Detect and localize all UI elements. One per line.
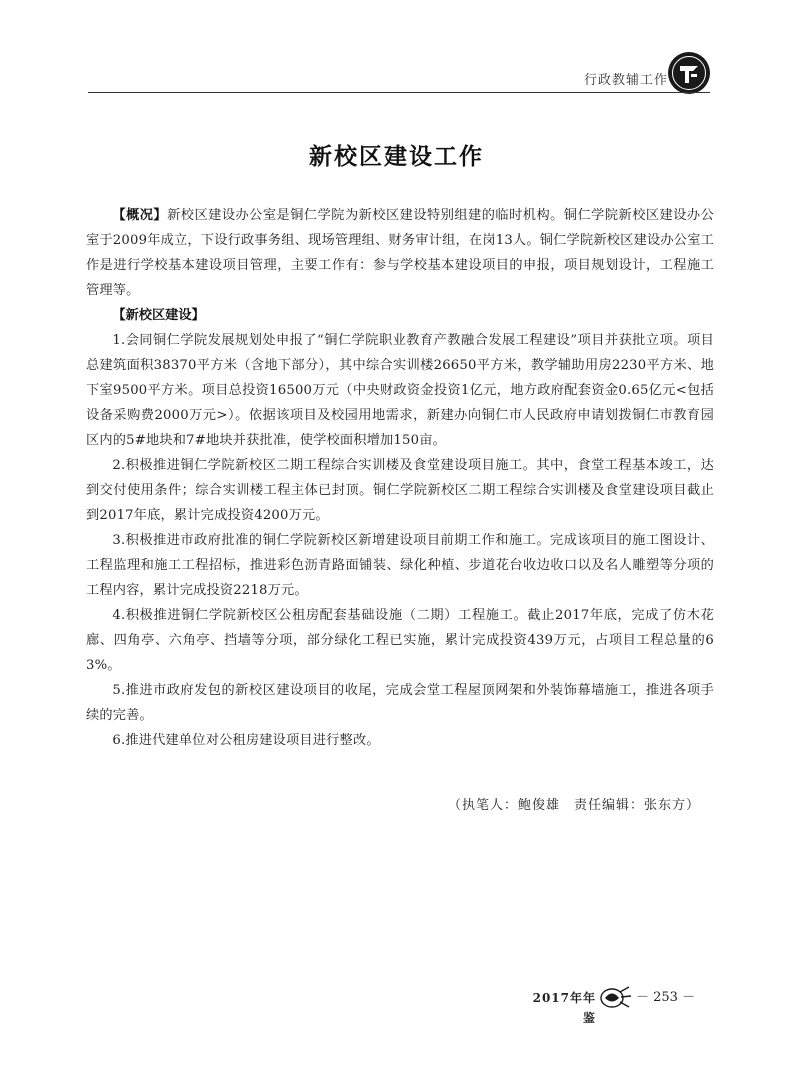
overview-text: 新校区建设办公室是铜仁学院为新校区建设特别组建的临时机构。铜仁学院新校区建设办公室于2009年成立，下设行政事务组、现场管理组、财务审计组，在岗13人。铜仁学院新校区建设办公室工作是进行学校基本建设项目管理，主要工作有：参与学校基本建设项目的申报，项目规划设计，工程施工管理等。 xyxy=(86,208,714,298)
author-byline: （执笔人：鲍俊雄 责任编辑：张东方） xyxy=(447,798,700,813)
header-divider xyxy=(88,92,710,93)
footer-yearbook-label: 2017年年鉴 xyxy=(532,991,596,1025)
university-seal-icon xyxy=(666,50,712,96)
page-number: － 253 － xyxy=(636,990,696,1005)
page-title: 新校区建设工作 xyxy=(309,143,484,170)
yearbook-emblem-icon xyxy=(598,983,632,1011)
article-body xyxy=(86,203,714,753)
section-item-3: 3.积极推进市政府批准的铜仁学院新校区新增建设项目前期工作和施工。完成该项目的施工图设计、工程监理和施工工程招标，推进彩色沥青路面铺装、绿化种植、步道花台收边收口以及名人雕塑等分项的工程内容，累计完成投资2218万元。 xyxy=(86,533,714,598)
section-item-5: 5.推进市政府发包的新校区建设项目的收尾，完成会堂工程屋顶网架和外装饰幕墙施工，推进各项手续的完善。 xyxy=(86,683,714,723)
section-heading: 【新校区建设】 xyxy=(112,308,205,323)
overview-paragraph xyxy=(86,203,714,303)
section-item-2: 2.积极推进铜仁学院新校区二期工程综合实训楼及食堂建设项目施工。其中，食堂工程基本竣工，达到交付使用条件；综合实训楼工程主体已封顶。铜仁学院新校区二期工程综合实训楼及食堂建设项目截止到2017年底，累计完成投资4200万元。 xyxy=(86,458,714,523)
section-item-6: 6.推进代建单位对公租房建设项目进行整改。 xyxy=(112,733,380,748)
header-section-label: 行政教辅工作 xyxy=(583,73,668,88)
section-item-4: 4.积极推进铜仁学院新校区公租房配套基础设施（二期）工程施工。截止2017年底，完成了仿木花廊、四角亭、六角亭、挡墙等分项，部分绿化工程已实施，累计完成投资439万元，占项目工程总量的63%。 xyxy=(86,608,714,673)
overview-label: 【概况】 xyxy=(112,208,168,223)
section-item-1: 1.会同铜仁学院发展规划处申报了“铜仁学院职业教育产教融合发展工程建设”项目并获批立项。项目总建筑面积38370平方米（含地下部分），其中综合实训楼26650平方米，教学辅助用房2230平方米、地下室9500平方米。项目总投资16500万元（中央财政资金投资1亿元，地方政府配套资金0.65亿元<包括设备采购费2000万元>）。依据该项目及校园用地需求，新建办向铜仁市人民政府申请划拨铜仁市教育园区内的5#地块和7#地块并获批准，使学校面积增加150亩。 xyxy=(86,333,714,448)
